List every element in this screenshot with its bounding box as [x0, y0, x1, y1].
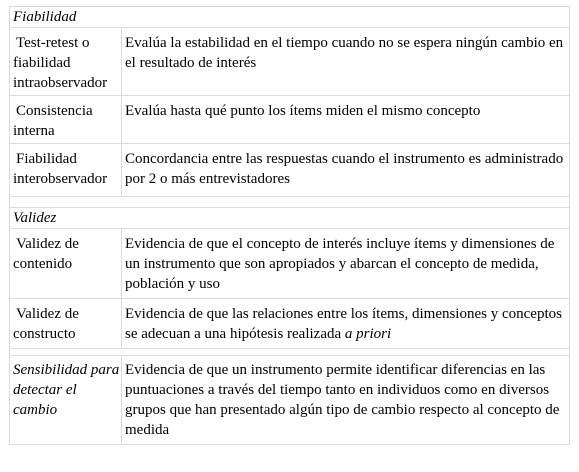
definition-test-retest: Evalúa la estabilidad en el tiempo cuando no se espera ningún cambio en el resultado de interés — [122, 28, 570, 96]
definition-consistencia-interna: Evalúa hasta qué punto los ítems miden el mismo concepto — [122, 96, 570, 144]
definition-validez-constructo-italic: a priori — [344, 326, 392, 342]
definition-validez-contenido: Evidencia de que el concepto de interés incluye ítems y dimensiones de un instrumento que son apropiados y abarcan el concepto de medida, población y uso — [122, 229, 570, 299]
section-row-validez — [10, 208, 570, 229]
definition-fiabilidad-interobservador: Concordancia entre las respuestas cuando el instrumento es administrado por 2 o más entrevistadores — [122, 144, 570, 197]
term-consistencia-interna: Consistencia interna — [13, 103, 93, 139]
psychometric-properties-table — [9, 6, 570, 445]
term-validez-constructo: Validez de constructo — [13, 306, 79, 342]
table-row — [10, 356, 570, 445]
table-row — [10, 229, 570, 299]
table-row — [10, 299, 570, 349]
table-row — [10, 144, 570, 197]
term-test-retest: Test-retest o fiabilidad intraobservador — [13, 35, 108, 91]
term-fiabilidad-interobservador: Fiabilidad interobservador — [13, 151, 108, 187]
term-validez-contenido: Validez de contenido — [13, 236, 79, 272]
section-heading-validez: Validez — [10, 208, 570, 229]
definition-validez-constructo-main: Evidencia de que las relaciones entre los ítems, dimensiones y conceptos se adecuan a una hipótesis realizada — [125, 306, 562, 342]
section-row-fiabilidad — [10, 7, 570, 28]
spacer-row — [10, 349, 570, 356]
table-row — [10, 96, 570, 144]
spacer-row — [10, 197, 570, 208]
definition-sensibilidad: Evidencia de que un instrumento permite identificar diferencias en las puntuaciones a través del tiempo tanto en individuos como en diversos grupos que han presentado algún tipo de cambio respecto al concepto de medida — [122, 356, 570, 445]
table-row — [10, 28, 570, 96]
section-heading-fiabilidad: Fiabilidad — [10, 7, 570, 28]
definition-validez-constructo — [122, 299, 570, 349]
term-sensibilidad: Sensibilidad para detectar el cambio — [10, 356, 122, 445]
